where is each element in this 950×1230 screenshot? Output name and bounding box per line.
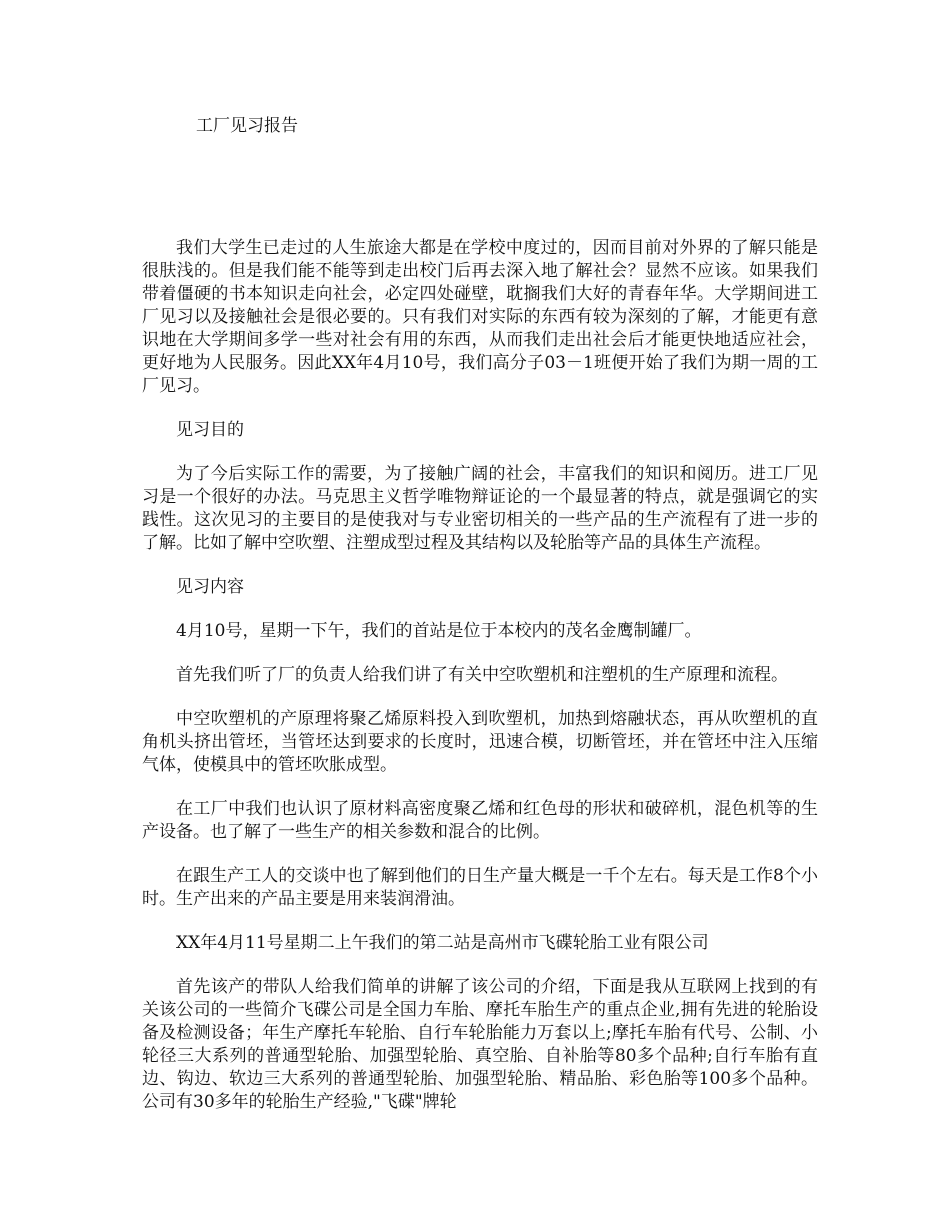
document-body [142, 237, 818, 1135]
paragraph-blow-molding: 中空吹塑机的产原理将聚乙烯原料投入到吹塑机，加热到熔融状态，再从吹塑机的直角机头挤出管坯，当管坯达到要求的长度时，迅速合模，切断管坯，并在管坯中注入压缩气体，使模具中的管坯吹胀成型。 [142, 709, 818, 775]
paragraph-company-intro: 首先该产的带队人给我们简单的讲解了该公司的介绍，下面是我从互联网上找到的有关该公司的一些简介飞碟公司是全国力车胎、摩托车胎生产的重点企业,拥有先进的轮胎设备及检测设备；年生产摩托车轮胎、自行车轮胎能力万套以上;摩托车胎有代号、公制、小轮径三大系列的普通型轮胎、加强型轮胎、真空胎、自补胎等80多个品种;自行车胎有直边、钩边、软边三大系列的普通型轮胎、加强型轮胎、精品胎、彩色胎等100多个品种。公司有30多年的轮胎生产经验,"飞碟"牌轮 [142, 977, 818, 1112]
paragraph-second-stop: XX年4月11号星期二上午我们的第二站是高州市飞碟轮胎工业有限公司 [176, 933, 709, 953]
document-title: 工厂见习报告 [196, 116, 298, 136]
paragraph-first-stop: 4月10号，星期一下午，我们的首站是位于本校内的茂名金鹰制罐厂。 [176, 621, 702, 641]
section-heading-content: 见习内容 [176, 577, 244, 597]
paragraph-output: 在跟生产工人的交谈中也了解到他们的日生产量大概是一千个左右。每天是工作8个小时。生产出来的产品主要是用来装润滑油。 [142, 866, 818, 909]
paragraph-briefing: 首先我们听了厂的负责人给我们讲了有关中空吹塑机和注塑机的生产原理和流程。 [176, 665, 788, 685]
paragraph-intro: 我们大学生已走过的人生旅途大都是在学校中度过的，因而目前对外界的了解只能是很肤浅的。但是我们能不能等到走出校门后再去深入地了解社会？显然不应该。如果我们带着僵硬的书本知识走向社会，必定四处碰壁，耽搁我们大好的青春年华。大学期间进工厂见习以及接触社会是很必要的。只有我们对实际的东西有较为深刻的了解，才能更有意识地在大学期间多学一些对社会有用的东西，从而我们走出社会后才能更快地适应社会，更好地为人民服务。因此XX年4月10号，我们高分子03－1班便开始了我们为期一周的工厂见习。 [142, 238, 818, 396]
section-heading-purpose: 见习目的 [176, 420, 244, 440]
paragraph-materials: 在工厂中我们也认识了原材料高密度聚乙烯和红色母的形状和破碎机，混色机等的生产设备。也了解了一些生产的相关参数和混合的比例。 [142, 799, 818, 842]
paragraph-purpose: 为了今后实际工作的需要，为了接触广阔的社会，丰富我们的知识和阅历。进工厂见习是一个很好的办法。马克思主义哲学唯物辩证论的一个最显著的特点，就是强调它的实践性。这次见习的主要目的是使我对与专业密切相关的一些产品的生产流程有了进一步的了解。比如了解中空吹塑、注塑成型过程及其结构以及轮胎等产品的具体生产流程。 [142, 464, 818, 553]
